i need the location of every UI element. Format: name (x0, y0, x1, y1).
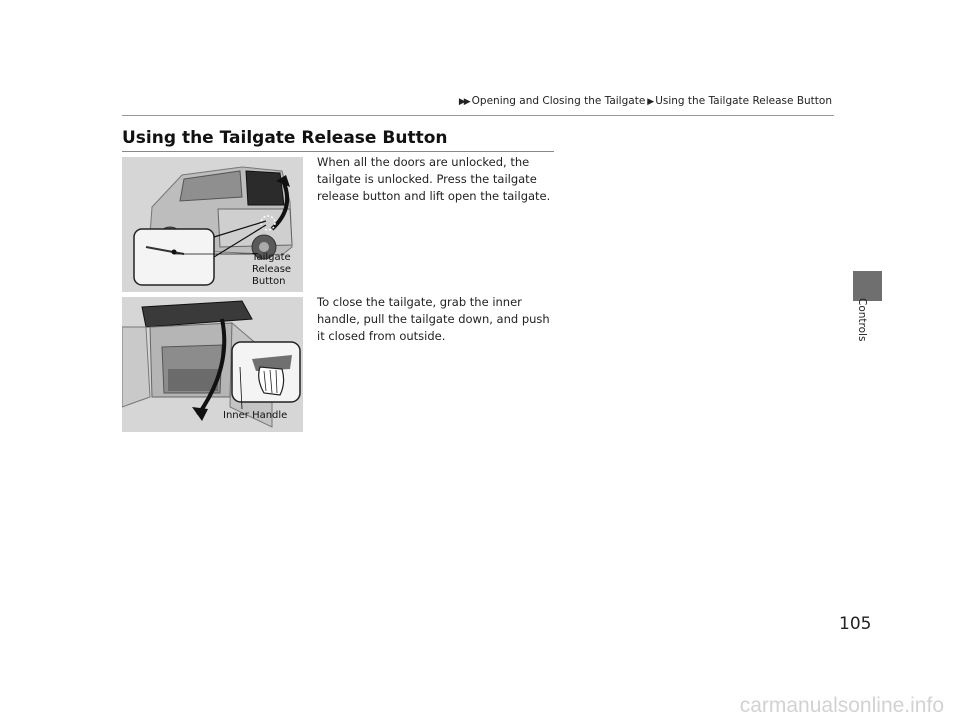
paragraph-close-tailgate: To close the tailgate, grab the inner handle, pull the tailgate down, and push it closed from outside. (317, 295, 550, 343)
title-divider (122, 151, 554, 152)
side-tab-marker[interactable] (853, 271, 882, 301)
breadcrumb-parent[interactable]: Opening and Closing the Tailgate (471, 95, 646, 107)
breadcrumb-current: Using the Tailgate Release Button (655, 95, 832, 107)
side-tab-label: Controls (856, 298, 868, 342)
callout-inner-handle: Inner Handle (223, 410, 288, 421)
callout-tailgate-release-button: Tailgate Release Button (252, 252, 292, 287)
breadcrumb-separator-icon: ▶ (647, 97, 654, 107)
header-divider (122, 115, 834, 116)
paragraph-open-tailgate: When all the doors are unlocked, the tailgate is unlocked. Press the tailgate release button and lift open the tailgate. (317, 155, 551, 203)
section-title: Using the Tailgate Release Button (122, 128, 448, 148)
page-number: 105 (839, 614, 872, 634)
breadcrumb-arrow-icon: ▶▶ (458, 97, 469, 107)
breadcrumb (459, 95, 832, 107)
watermark: carmanualsonline.info (739, 694, 944, 717)
